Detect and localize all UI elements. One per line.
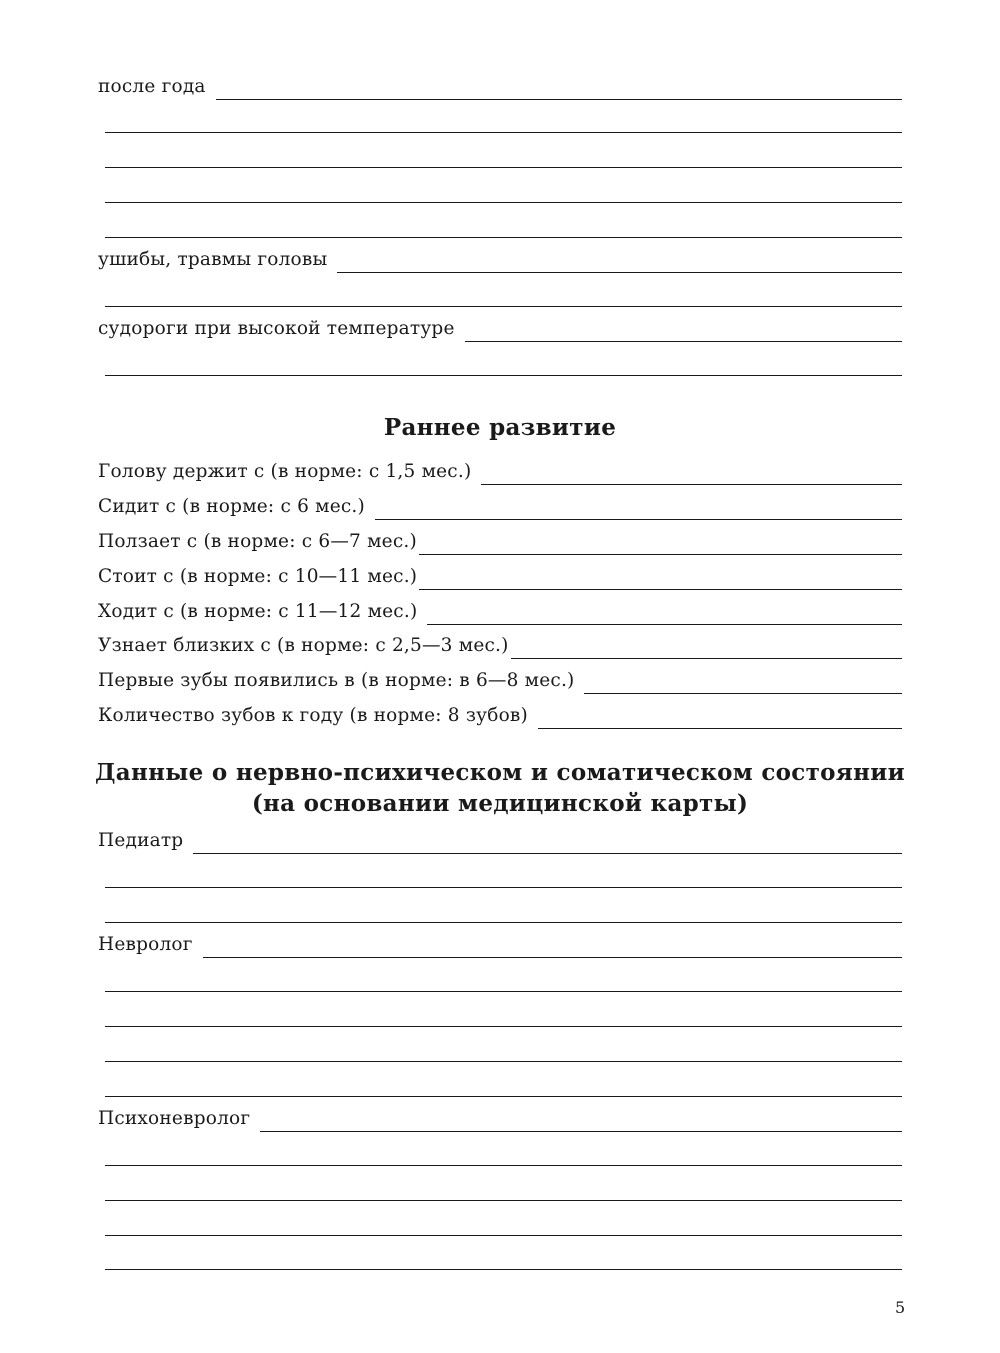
fever-seizures-row xyxy=(98,314,902,342)
neurologist-label: Невролог xyxy=(98,934,193,955)
dev-item-label: Ползает с (в норме: с 6—7 мес.) xyxy=(98,531,417,552)
dev-item-first-teeth xyxy=(98,666,902,694)
blank-line[interactable] xyxy=(105,991,902,992)
dev-item-label: Первые зубы появились в (в норме: в 6—8 мес.) xyxy=(98,670,575,691)
blank-line[interactable] xyxy=(105,306,902,307)
blank-line[interactable] xyxy=(105,132,902,133)
dev-item-field[interactable] xyxy=(375,519,902,520)
blank-line[interactable] xyxy=(105,202,902,203)
blank-line[interactable] xyxy=(105,167,902,168)
dev-item-field[interactable] xyxy=(419,589,902,590)
neurologist-field[interactable] xyxy=(203,957,902,958)
early-development-title: Раннее развитие xyxy=(383,414,617,441)
blank-line[interactable] xyxy=(105,922,902,923)
dev-item-field[interactable] xyxy=(584,693,902,694)
blank-line[interactable] xyxy=(105,1200,902,1201)
dev-item-label: Количество зубов к году (в норме: 8 зубов) xyxy=(98,705,528,726)
head-injuries-field[interactable] xyxy=(337,272,902,273)
dev-item-walk xyxy=(98,597,902,625)
blank-line[interactable] xyxy=(105,1235,902,1236)
blank-line[interactable] xyxy=(105,1096,902,1097)
after-year-field[interactable] xyxy=(216,99,902,100)
blank-line[interactable] xyxy=(105,237,902,238)
blank-line[interactable] xyxy=(105,375,902,376)
blank-line[interactable] xyxy=(105,1269,902,1270)
blank-line[interactable] xyxy=(105,887,902,888)
pediatrician-label: Педиатр xyxy=(98,830,184,851)
pediatrician-row xyxy=(98,826,902,854)
dev-item-label: Узнает близких с (в норме: с 2,5—3 мес.) xyxy=(98,635,509,656)
neurologist-row xyxy=(98,930,902,958)
blank-line[interactable] xyxy=(105,1061,902,1062)
medical-data-title: Данные о нервно-психическом и соматическом состоянии xyxy=(95,759,905,786)
dev-item-label: Голову держит с (в норме: с 1,5 мес.) xyxy=(98,461,472,482)
dev-item-field[interactable] xyxy=(481,484,902,485)
pediatrician-field[interactable] xyxy=(193,853,902,854)
dev-item-sit xyxy=(98,492,902,520)
dev-item-field[interactable] xyxy=(427,624,902,625)
after-year-row xyxy=(98,72,902,100)
dev-item-label: Сидит с (в норме: с 6 мес.) xyxy=(98,496,365,517)
head-injuries-row xyxy=(98,245,902,273)
dev-item-recognize xyxy=(98,631,902,659)
dev-item-field[interactable] xyxy=(511,658,902,659)
medical-data-subtitle: (на основании медицинской карты) xyxy=(251,790,749,817)
page-number: 5 xyxy=(895,1298,906,1317)
psychoneurologist-label: Психоневролог xyxy=(98,1108,251,1129)
after-year-label: после года xyxy=(98,76,206,97)
dev-item-label: Стоит с (в норме: с 10—11 мес.) xyxy=(98,566,418,587)
psychoneurologist-row xyxy=(98,1104,902,1132)
blank-line[interactable] xyxy=(105,1026,902,1027)
dev-item-stand xyxy=(98,562,902,590)
dev-item-label: Ходит с (в норме: с 11—12 мес.) xyxy=(98,601,418,622)
psychoneurologist-field[interactable] xyxy=(260,1131,902,1132)
blank-line[interactable] xyxy=(105,1165,902,1166)
dev-item-field[interactable] xyxy=(419,554,902,555)
dev-item-head xyxy=(98,457,902,485)
dev-item-teeth-count xyxy=(98,701,902,729)
head-injuries-label: ушибы, травмы головы xyxy=(98,249,328,270)
dev-item-crawl xyxy=(98,527,902,555)
dev-item-field[interactable] xyxy=(538,728,902,729)
fever-seizures-field[interactable] xyxy=(465,341,902,342)
fever-seizures-label: судороги при высокой температуре xyxy=(98,318,455,339)
